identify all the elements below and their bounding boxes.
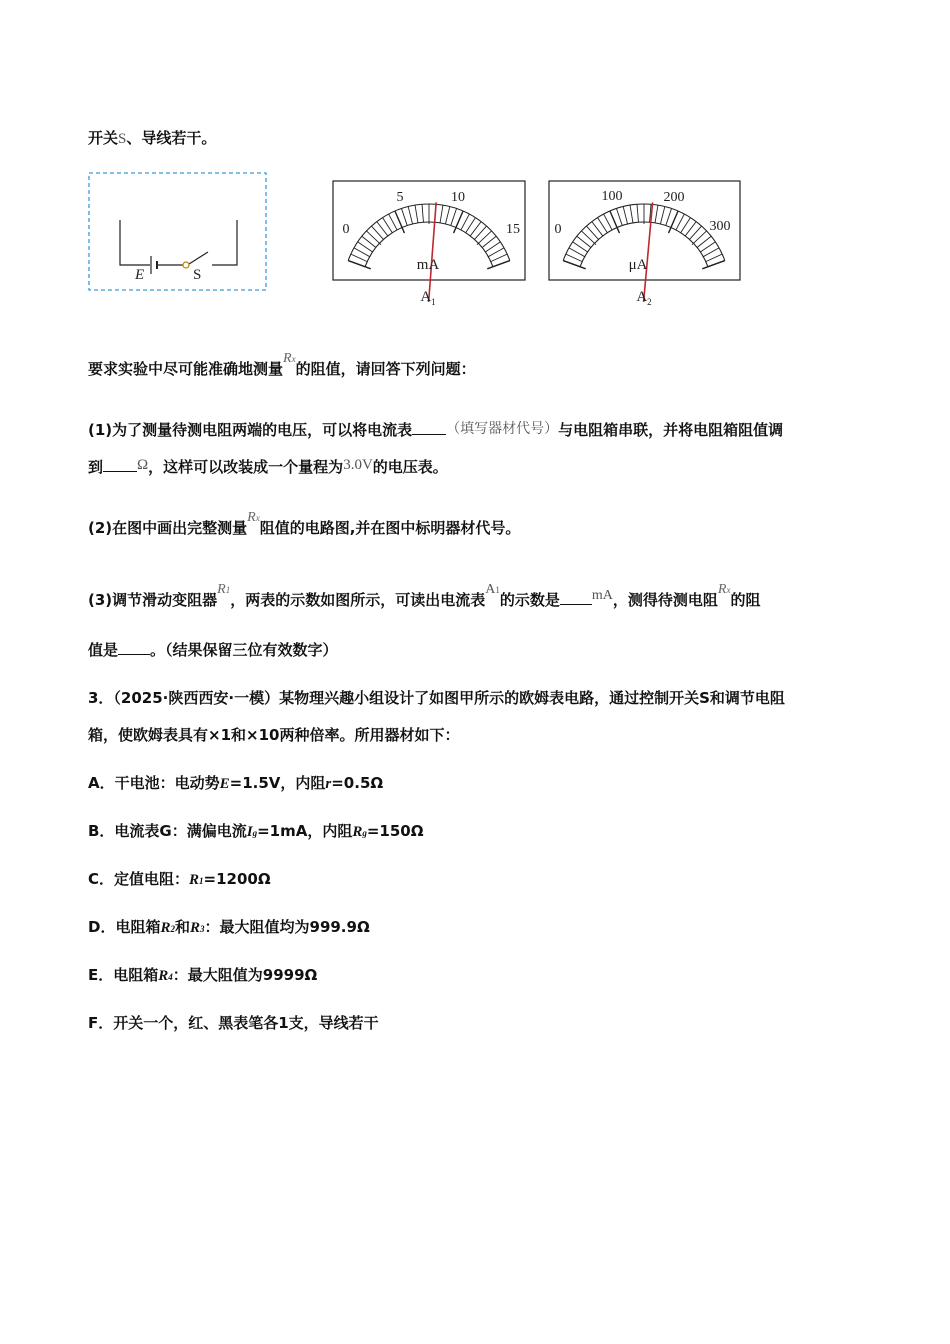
q1-text-e: 的电压表。 <box>372 458 448 476</box>
rx-symbol: Rx <box>717 582 731 597</box>
circuit-figure <box>0 0 950 320</box>
meter1-tick-label: 0 <box>342 222 350 237</box>
intro-suffix: 、导线若干。 <box>126 129 217 147</box>
option-d: D．电阻箱R2和R3：最大阻值均为999.9Ω <box>88 918 370 936</box>
meter1-tick-label: 15 <box>506 222 520 237</box>
switch-symbol: S <box>118 131 127 147</box>
q3-blank-resistance[interactable] <box>118 640 150 655</box>
option-b: B．电流表G：满偏电流Ig=1mA，内阻Rg=150Ω <box>88 822 424 840</box>
switch-contact <box>183 262 189 268</box>
q1-blank-resistance[interactable] <box>103 457 137 472</box>
meter1-tick-label: 5 <box>396 190 404 205</box>
q1-hint: （填写器材代号） <box>446 422 559 437</box>
q3-text-b: ，两表的示数如图所示，可读出电流表 <box>230 591 486 609</box>
problem-3-line-1: 3．（2025·陕西西安·一模）某物理兴趣小组设计了如图甲所示的欧姆表电路，通过控制开关S和调节电阻 <box>88 689 785 707</box>
question-1-line-2 <box>88 457 448 478</box>
meter2-tick-label: 0 <box>554 222 562 237</box>
problem-3-line-2: 箱，使欧姆表具有×1和×10两种倍率。所用器材如下： <box>88 726 460 744</box>
meter1-unit: mA <box>416 257 440 273</box>
requirement-prefix: 要求实验中尽可能准确地测量 <box>88 360 284 378</box>
q1-blank-meter[interactable] <box>412 420 446 435</box>
rx-symbol: Rx <box>283 351 296 366</box>
circuit-box <box>89 173 266 290</box>
question-1-line-1 <box>88 420 783 442</box>
meter1-tick-label: 10 <box>451 190 465 205</box>
q1-unit: Ω <box>137 457 149 473</box>
q3-text-c: 的示数是 <box>499 591 560 609</box>
q3-text-g: 。（结果保留三位有效数字） <box>150 641 338 659</box>
q3-text-e: 的阻 <box>730 591 761 609</box>
ammeter-a1 <box>333 181 525 307</box>
microammeter-a2 <box>549 181 740 307</box>
switch-label: S <box>193 267 202 283</box>
question-3-line-2 <box>88 640 338 660</box>
q3-text-a: (3)调节滑动变阻器 <box>88 591 218 609</box>
requirement-line <box>88 351 476 381</box>
q3-text-f: 值是 <box>88 641 119 659</box>
meter1-caption: $A_1$ <box>420 289 436 307</box>
meter2-tick-label: 200 <box>663 190 685 205</box>
r1-symbol: R1 <box>217 582 231 597</box>
q1-text-c: 到 <box>88 458 104 476</box>
intro-prefix: 开关 <box>88 129 119 147</box>
rx-symbol: Rx <box>247 510 260 525</box>
option-a: A．干电池：电动势E=1.5V，内阻r=0.5Ω <box>88 774 384 792</box>
q1-text-d: ，这样可以改装成一个量程为 <box>148 458 344 476</box>
q3-text-d: ，测得待测电阻 <box>612 591 718 609</box>
meter2-caption: $A_2$ <box>636 289 652 307</box>
q1-text-b: 与电阻箱串联，并将电阻箱阻值调 <box>558 421 784 439</box>
requirement-suffix: 的阻值，请回答下列问题： <box>295 360 476 378</box>
meter2-tick-label: 100 <box>601 189 623 204</box>
option-c: C．定值电阻：R1=1200Ω <box>88 870 271 888</box>
option-e: E．电阻箱R4：最大阻值为9999Ω <box>88 966 318 984</box>
option-f: F．开关一个，红、黑表笔各1支，导线若干 <box>88 1014 379 1032</box>
q1-text-a: (1)为了测量待测电阻两端的电压，可以将电流表 <box>88 421 413 439</box>
question-2-line <box>88 510 521 540</box>
q2-text-b: 阻值的电路图,并在图中标明器材代号。 <box>259 519 521 537</box>
a1-symbol: A1 <box>485 582 500 597</box>
q3-unit: mA <box>591 588 613 603</box>
meter2-unit: μA <box>628 257 648 273</box>
question-3-line-1 <box>88 582 761 612</box>
partial-circuit <box>120 220 237 274</box>
meter2-tick-label: 300 <box>709 219 731 234</box>
emf-label: E <box>135 267 145 283</box>
q1-range: 3.0V <box>343 457 373 473</box>
q2-text-a: (2)在图中画出完整测量 <box>88 519 248 537</box>
q3-blank-reading[interactable] <box>560 590 592 605</box>
